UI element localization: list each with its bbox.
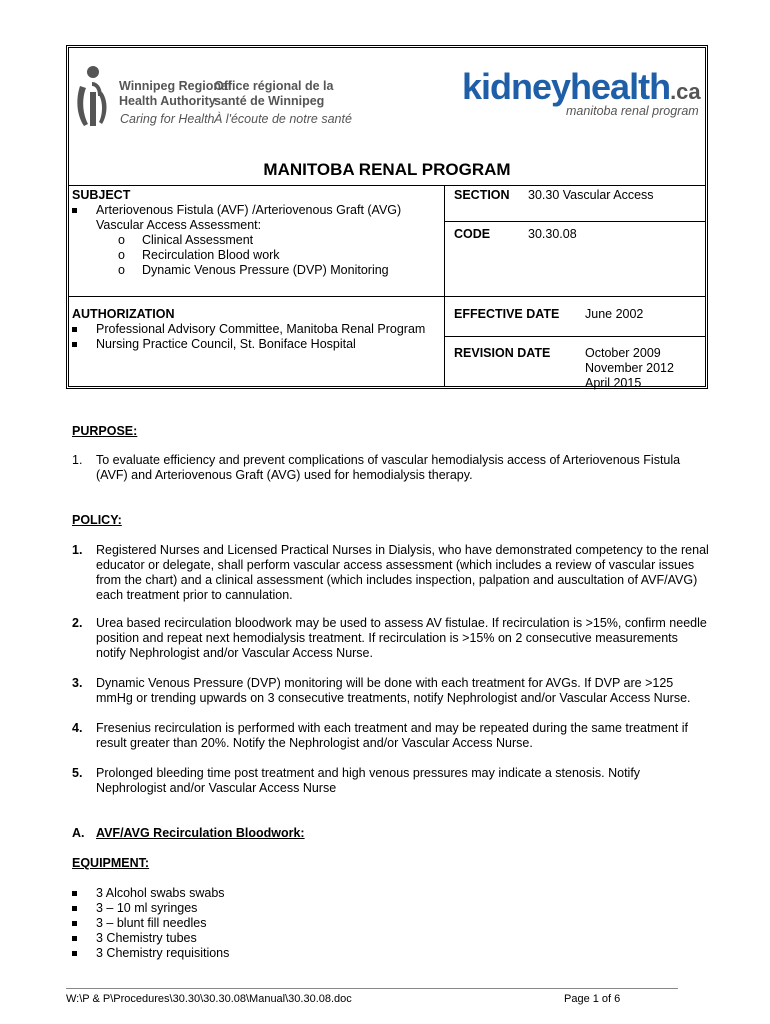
policy-item-line: each treatment prior to cannulation.: [96, 588, 293, 602]
section-a-letter: A.: [72, 826, 85, 840]
kidneyhealth-logo: [462, 66, 701, 108]
authorization-item: Nursing Practice Council, St. Boniface Hospital: [96, 337, 356, 351]
equipment-item: 3 Alcohol swabs swabs: [96, 886, 225, 900]
policy-heading: POLICY:: [72, 513, 122, 527]
purpose-item-num: 1.: [72, 453, 83, 467]
divider: [445, 336, 706, 337]
wrha-name-en: Winnipeg Regional Health Authority: [119, 79, 232, 108]
policy-item-line: Nephrologist and/or Vascular Access Nurse: [96, 781, 337, 795]
bullet-icon: [72, 337, 77, 352]
policy-item-line: Dynamic Venous Pressure (DVP) monitoring will be done with each treatment for AVGs. If DVP are >125: [96, 676, 674, 690]
wrha-name-fr: Office régional de la santé de Winnipeg: [214, 79, 334, 108]
footer-path: W:\P & P\Procedures\30.30\30.30.08\Manual\30.30.08.doc: [66, 993, 352, 1005]
circle-bullet-icon: o: [118, 263, 125, 277]
policy-item-num: 4.: [72, 721, 83, 735]
code-value: 30.30.08: [528, 227, 577, 241]
equipment-heading: EQUIPMENT:: [72, 856, 150, 870]
policy-item-line: position and repeat next hemodialysis treatment. If recirculation is >15% on 2 consecutive measurements: [96, 631, 678, 645]
bullet-icon: [72, 901, 77, 916]
circle-bullet-icon: o: [118, 233, 125, 247]
subject-subitem: Recirculation Blood work: [142, 248, 280, 262]
page-title: MANITOBA RENAL PROGRAM: [263, 160, 511, 179]
policy-item-line: Prolonged bleeding time post treatment and high venous pressures may indicate a stenosis. Notify: [96, 766, 641, 780]
equipment-item: 3 – 10 ml syringes: [96, 901, 198, 915]
footer-page-number: Page 1 of 6: [564, 993, 621, 1005]
subject-label: SUBJECT: [72, 188, 131, 202]
bullet-icon: [72, 916, 77, 931]
revision-date-value: November 2012: [585, 361, 674, 375]
section-label: SECTION: [454, 188, 510, 202]
code-label: CODE: [454, 227, 491, 241]
subject-item-cont: Vascular Access Assessment:: [96, 218, 262, 232]
revision-date-label: REVISION DATE: [454, 346, 551, 360]
equipment-item: 3 Chemistry tubes: [96, 931, 197, 945]
bullet-icon: [72, 208, 77, 213]
policy-item-num: 5.: [72, 766, 83, 780]
purpose-item-line: To evaluate efficiency and prevent complications of vascular hemodialysis access of Arteriovenous Fistula: [96, 453, 681, 467]
footer-divider: [66, 988, 678, 989]
purpose-item-line: (AVF) and Arteriovenous Graft (AVG) used for hemodialysis therapy.: [96, 468, 473, 482]
policy-item-line: from the chart) and a clinical assessment (which includes inspection, palpation and auscultation of AVF/AVG): [96, 573, 698, 587]
authorization-item: Professional Advisory Committee, Manitoba Renal Program: [96, 322, 426, 336]
policy-item-line: educator or delegate, shall perform vascular access assessment (which includes a review of vascular issues: [96, 558, 695, 572]
policy-item-num: 3.: [72, 676, 83, 690]
bullet-icon: [72, 946, 77, 961]
authorization-label: AUTHORIZATION: [72, 307, 175, 321]
wrha-tagline-fr: À l'écoute de notre santé: [214, 112, 352, 126]
subject-subitem: Dynamic Venous Pressure (DVP) Monitoring: [142, 263, 389, 277]
equipment-item: 3 – blunt fill needles: [96, 916, 207, 930]
subject-item: [72, 203, 77, 218]
wrha-logo-icon: [72, 64, 112, 130]
bullet-icon: [72, 322, 77, 337]
policy-item-num: 1.: [72, 543, 83, 557]
divider: [445, 221, 706, 222]
policy-item-num: 2.: [72, 616, 83, 630]
divider: [68, 185, 706, 186]
policy-item-line: Fresenius recirculation is performed with each treatment and may be repeated during the same treatment if: [96, 721, 688, 735]
bullet-icon: [72, 886, 77, 901]
section-value: 30.30 Vascular Access: [528, 188, 654, 202]
subject-item-text: Arteriovenous Fistula (AVF) /Arteriovenous Graft (AVG): [96, 203, 402, 217]
purpose-heading: PURPOSE:: [72, 424, 138, 438]
policy-item-line: Urea based recirculation bloodwork may be used to assess AV fistulae. If recirculation is >15%, confirm needle: [96, 616, 707, 630]
kidneyhealth-subtitle: manitoba renal program: [566, 104, 699, 118]
subject-subitem: Clinical Assessment: [142, 233, 254, 247]
section-a-title: AVF/AVG Recirculation Bloodwork:: [96, 826, 305, 840]
policy-item-line: Registered Nurses and Licensed Practical Nurses in Dialysis, who have demonstrated competency to the renal: [96, 543, 709, 557]
equipment-item: 3 Chemistry requisitions: [96, 946, 230, 960]
effective-date-label: EFFECTIVE DATE: [454, 307, 560, 321]
revision-date-value: April 2015: [585, 376, 642, 390]
policy-item-line: mmHg or trending upwards on 3 consecutive treatments, notify Nephrologist and/or Vascular Access Nurse.: [96, 691, 691, 705]
policy-item-line: result greater than 20%. Notify the Nephrologist and/or Vascular Access Nurse.: [96, 736, 533, 750]
policy-item-line: notify Nephrologist and/or Vascular Access Nurse.: [96, 646, 373, 660]
kidneyhealth-suffix: .ca: [670, 79, 701, 104]
circle-bullet-icon: o: [118, 248, 125, 262]
revision-date-value: October 2009: [585, 346, 661, 360]
effective-date-value: June 2002: [585, 307, 644, 321]
bullet-icon: [72, 931, 77, 946]
divider: [444, 186, 445, 387]
divider: [68, 296, 706, 297]
kidneyhealth-wordmark: kidneyhealth: [462, 66, 671, 107]
wrha-tagline-en: Caring for Health: [120, 112, 215, 126]
